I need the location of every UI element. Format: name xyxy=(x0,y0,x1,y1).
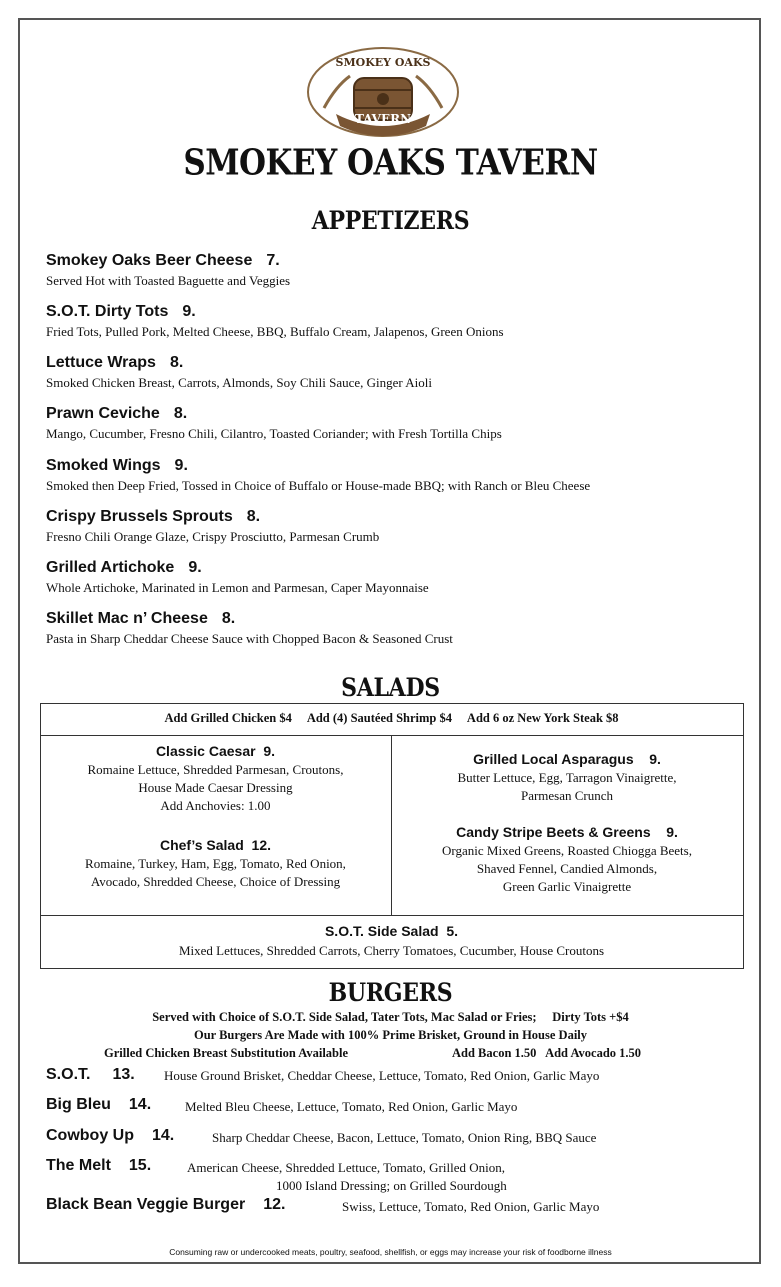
salad-name: Chef’s Salad 12. xyxy=(159,837,271,853)
salad-name: Grilled Local Asparagus 9. xyxy=(473,751,661,767)
salad-right-box xyxy=(391,735,744,916)
logo-top-text: SMOKEY OAKS xyxy=(335,56,431,69)
burger-name: Black Bean Veggie Burger 12. xyxy=(46,1196,286,1213)
appetizer-name: Lettuce Wraps 8. xyxy=(46,354,184,371)
appetizers-heading: APPETIZERS xyxy=(311,206,470,236)
salad-desc: Avocado, Shredded Cheese, Choice of Dressing xyxy=(90,874,341,889)
food-safety-disclaimer: Consuming raw or undercooked meats, poultry, seafood, shellfish, or eggs may increase your risk of foodborne illness xyxy=(169,1247,612,1257)
appetizer-desc: Fresno Chili Orange Glaze, Crispy Prosciutto, Parmesan Crumb xyxy=(46,529,380,544)
appetizer-price: 8. xyxy=(221,610,236,627)
salad-name: Candy Stripe Beets & Greens 9. xyxy=(456,824,678,840)
restaurant-title: SMOKEY OAKS TAVERN xyxy=(183,142,598,184)
salad-desc: Butter Lettuce, Egg, Tarragon Vinaigrette, xyxy=(457,770,677,785)
appetizer-price: 8. xyxy=(173,405,188,422)
tavern-logo xyxy=(306,46,460,138)
burger-name: Big Bleu 14. xyxy=(46,1096,152,1113)
burger-desc: 1000 Island Dressing; on Grilled Sourdough xyxy=(276,1178,507,1193)
burger-price: 12. xyxy=(263,1196,286,1213)
burgers-heading: BURGERS xyxy=(328,978,453,1008)
burger-desc: Swiss, Lettuce, Tomato, Red Onion, Garlic Mayo xyxy=(342,1199,600,1214)
burger-name: Cowboy Up 14. xyxy=(46,1127,175,1144)
burger-price: 14. xyxy=(152,1127,175,1144)
salad-name: S.O.T. Side Salad 5. xyxy=(324,923,459,939)
salad-price: 9. xyxy=(649,751,661,767)
appetizer-desc: Smoked Chicken Breast, Carrots, Almonds, Soy Chili Sauce, Ginger Aioli xyxy=(46,375,433,390)
appetizer-price: 8. xyxy=(169,354,184,371)
burger-note: Served with Choice of S.O.T. Side Salad, Tater Tots, Mac Salad or Fries; Dirty Tots +$4 xyxy=(152,1010,629,1024)
appetizer-desc: Mango, Cucumber, Fresno Chili, Cilantro, Toasted Coriander; with Fresh Tortilla Chips xyxy=(46,426,502,441)
appetizer-name: Smokey Oaks Beer Cheese 7. xyxy=(46,252,280,269)
burger-desc: Sharp Cheddar Cheese, Bacon, Lettuce, Tomato, Onion Ring, BBQ Sauce xyxy=(212,1130,597,1145)
salad-price: 9. xyxy=(263,743,276,759)
burger-price: 15. xyxy=(128,1157,152,1174)
salad-addons-box xyxy=(40,703,744,736)
salad-desc: Shaved Fennel, Candied Almonds, xyxy=(476,861,658,876)
appetizer-name: Prawn Ceviche 8. xyxy=(46,405,188,422)
salad-price: 12. xyxy=(251,837,271,853)
appetizer-name: S.O.T. Dirty Tots 9. xyxy=(46,303,196,320)
salad-desc: Mixed Lettuces, Shredded Carrots, Cherry Tomatoes, Cucumber, House Croutons xyxy=(178,943,605,958)
logo-bottom-text: TAVERN xyxy=(354,112,412,126)
salad-price: 9. xyxy=(666,824,678,840)
appetizer-desc: Served Hot with Toasted Baguette and Veggies xyxy=(46,273,291,288)
salad-desc: Romaine Lettuce, Shredded Parmesan, Croutons, xyxy=(87,762,344,777)
burger-desc: American Cheese, Shredded Lettuce, Tomato, Grilled Onion, xyxy=(187,1160,505,1175)
appetizer-desc: Smoked then Deep Fried, Tossed in Choice of Buffalo or House-made BBQ; with Ranch or Bleu Cheese xyxy=(46,478,591,493)
appetizer-name: Grilled Artichoke 9. xyxy=(46,559,202,576)
burger-name: S.O.T. 13. xyxy=(46,1066,135,1083)
side-salad-box xyxy=(40,915,744,969)
salad-desc: Organic Mixed Greens, Roasted Chiogga Beets, xyxy=(442,843,692,858)
appetizer-price: 9. xyxy=(188,559,202,576)
appetizer-price: 9. xyxy=(182,303,196,320)
appetizer-name: Crispy Brussels Sprouts 8. xyxy=(46,508,261,525)
appetizer-price: 8. xyxy=(246,508,261,525)
burger-price: 14. xyxy=(128,1096,152,1113)
burger-note: Add Bacon 1.50 Add Avocado 1.50 xyxy=(452,1046,642,1060)
salad-left-box xyxy=(40,735,392,916)
salad-desc: Parmesan Crunch xyxy=(520,788,614,803)
salad-desc: Green Garlic Vinaigrette xyxy=(502,879,632,894)
salads-heading: SALADS xyxy=(341,673,440,703)
burger-desc: Melted Bleu Cheese, Lettuce, Tomato, Red Onion, Garlic Mayo xyxy=(185,1099,518,1114)
appetizer-desc: Whole Artichoke, Marinated in Lemon and Parmesan, Caper Mayonnaise xyxy=(46,580,429,595)
appetizer-desc: Pasta in Sharp Cheddar Cheese Sauce with Chopped Bacon & Seasoned Crust xyxy=(46,631,453,646)
burger-name: The Melt 15. xyxy=(46,1157,152,1174)
salad-addons: Add Grilled Chicken $4 Add (4) Sautéed Shrimp $4 Add 6 oz New York Steak $8 xyxy=(164,711,619,725)
salad-desc: Romaine, Turkey, Ham, Egg, Tomato, Red Onion, xyxy=(85,856,346,871)
appetizer-name: Skillet Mac n’ Cheese 8. xyxy=(46,610,236,627)
appetizer-price: 7. xyxy=(266,252,280,269)
burger-desc: House Ground Brisket, Cheddar Cheese, Lettuce, Tomato, Red Onion, Garlic Mayo xyxy=(164,1068,600,1083)
appetizer-name: Smoked Wings 9. xyxy=(46,457,188,474)
salad-name: Classic Caesar 9. xyxy=(155,743,276,759)
appetizer-price: 9. xyxy=(174,457,188,474)
salad-desc: House Made Caesar Dressing xyxy=(138,780,293,795)
burger-price: 13. xyxy=(112,1066,135,1083)
salad-desc: Add Anchovies: 1.00 xyxy=(160,798,271,813)
salad-price: 5. xyxy=(446,923,459,939)
appetizer-desc: Fried Tots, Pulled Pork, Melted Cheese, BBQ, Buffalo Cream, Jalapenos, Green Onions xyxy=(46,324,504,339)
burger-note: Grilled Chicken Breast Substitution Available xyxy=(104,1046,349,1060)
burger-note: Our Burgers Are Made with 100% Prime Brisket, Ground in House Daily xyxy=(193,1028,588,1042)
